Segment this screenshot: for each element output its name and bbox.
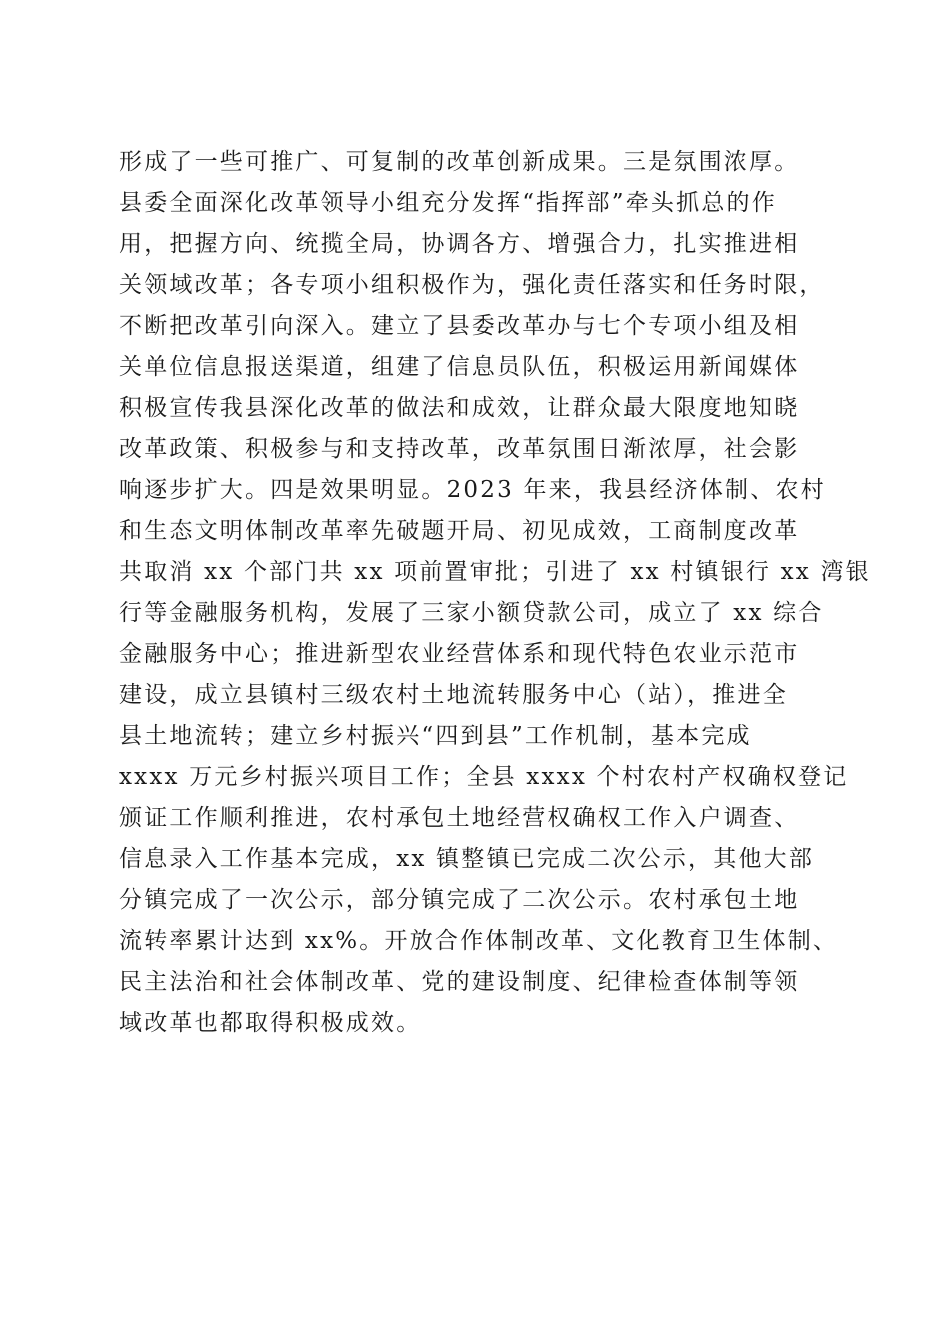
text-line: 改革政策、积极参与和支持改革，改革氛围日渐浓厚，社会影 [119,436,800,462]
text-line: 颁证工作顺利推进，农村承包土地经营权确权工作入户调查、 [119,805,800,831]
text-line: 分镇完成了一次公示，部分镇完成了二次公示。农村承包土地 [119,887,800,913]
text-line: 共取消 xx 个部门共 xx 项前置审批；引进了 xx 村镇银行 xx 湾银 [119,559,871,585]
text-line: 行等金融服务机构，发展了三家小额贷款公司，成立了 xx 综合 [119,600,824,626]
text-line: 信息录入工作基本完成，xx 镇整镇已完成二次公示，其他大部 [119,846,815,872]
text-line: 县委全面深化改革领导小组充分发挥“指挥部”牵头抓总的作 [119,190,777,216]
text-line: 响逐步扩大。四是效果明显。2023 年来，我县经济体制、农村 [119,477,826,503]
text-line: 关领域改革；各专项小组积极作为，强化责任落实和任务时限， [119,272,825,298]
text-line: 关单位信息报送渠道，组建了信息员队伍，积极运用新闻媒体 [119,354,800,380]
text-line: 域改革也都取得积极成效。 [119,1010,422,1036]
text-line: 积极宣传我县深化改革的做法和成效，让群众最大限度地知晓 [119,395,800,421]
text-line: xxxx 万元乡村振兴项目工作；全县 xxxx 个村农村产权确权登记 [119,764,849,790]
text-line: 民主法治和社会体制改革、党的建设制度、纪律检查体制等领 [119,969,800,995]
text-line: 用，把握方向、统揽全局，协调各方、增强合力，扎实推进相 [119,231,800,257]
text-line: 不断把改革引向深入。建立了县委改革办与七个专项小组及相 [119,313,800,339]
text-line: 流转率累计达到 xx%。开放合作体制改革、文化教育卫生体制、 [119,928,839,954]
text-line: 形成了一些可推广、可复制的改革创新成果。三是氛围浓厚。 [119,149,800,175]
text-line: 金融服务中心；推进新型农业经营体系和现代特色农业示范市 [119,641,800,667]
body-paragraph [119,142,871,1044]
text-line: 和生态文明体制改革率先破题开局、初见成效，工商制度改革 [119,518,800,544]
text-line: 县土地流转；建立乡村振兴“四到县”工作机制，基本完成 [119,723,752,749]
text-line: 建设，成立县镇村三级农村土地流转服务中心（站），推进全 [119,682,788,708]
